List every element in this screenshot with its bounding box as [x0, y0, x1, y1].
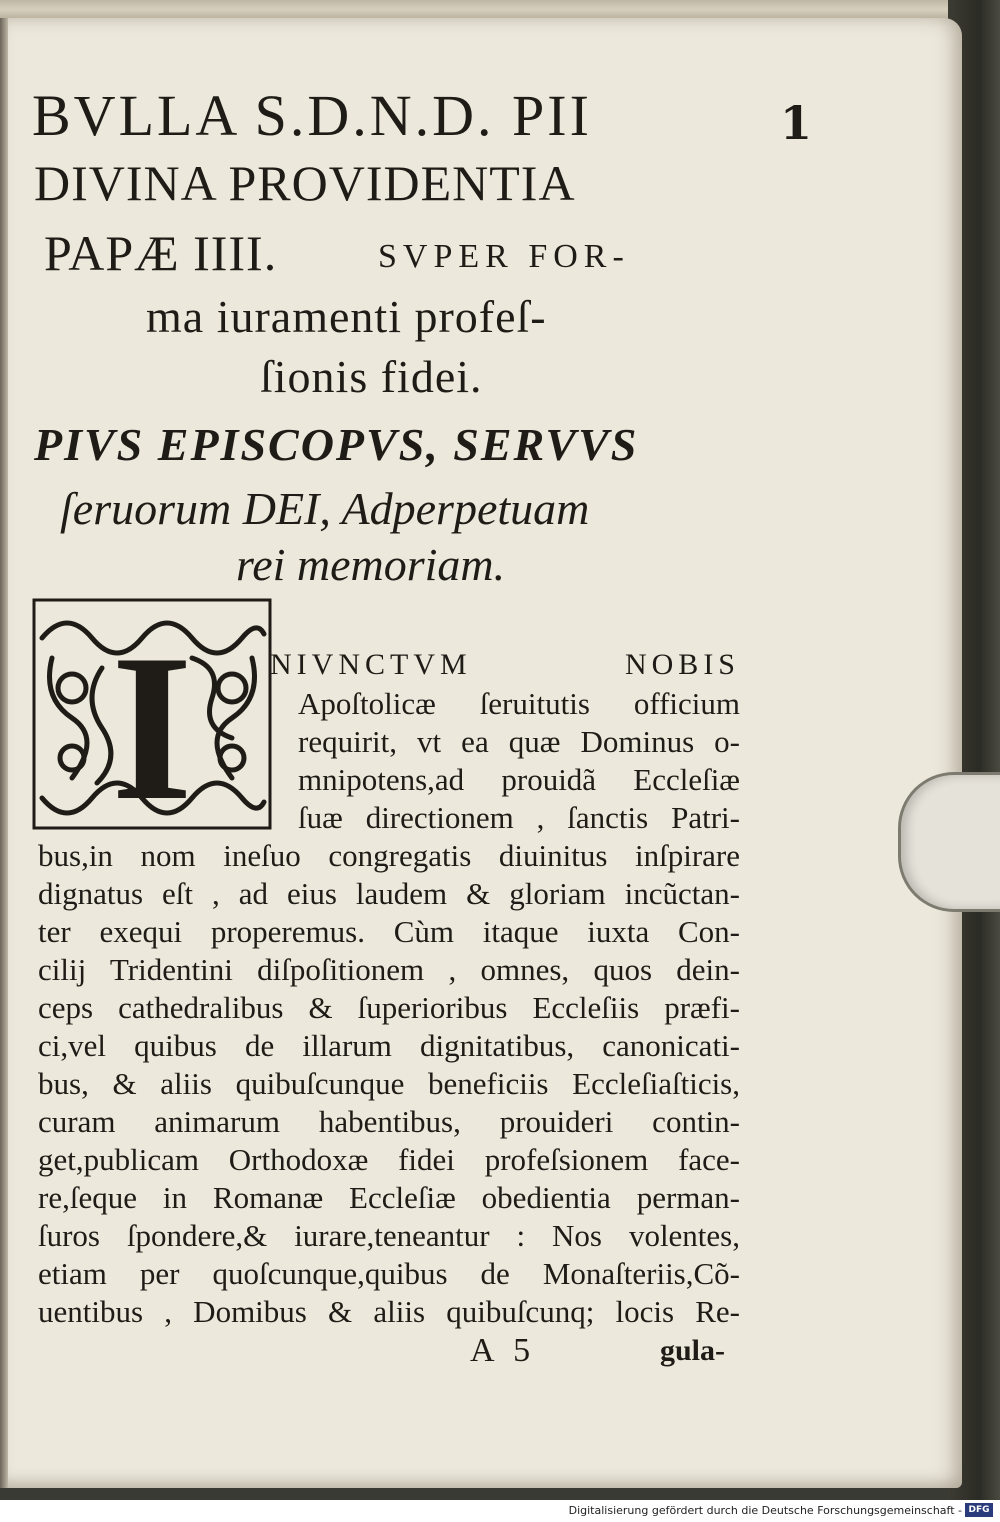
body-line-16: ſuros ſpondere,& iurare,teneantur : Nos volentes, [38, 1218, 740, 1253]
body-line-13: curam animarum habentibus, prouideri contin- [38, 1104, 740, 1139]
body-line-3: requirit, vt ea quæ Dominus o- [298, 724, 740, 759]
signature-mark: A 5 [470, 1332, 537, 1369]
title-line-6: ſionis fidei. [260, 351, 483, 402]
footer-credit: Digitalisierung gefördert durch die Deutsche Forschungsgemeinschaft - [568, 1504, 962, 1517]
body-line-15: re,ſeque in Romanæ Eccleſiæ obedientia perman- [38, 1180, 740, 1215]
title-line-2: DIVINA PROVIDENTIA [34, 155, 576, 211]
catchword: gula- [660, 1334, 726, 1367]
body-line-18: uentibus , Domibus & aliis quibuſcunq; locis Re- [38, 1294, 740, 1329]
initial-letter: I [111, 612, 193, 830]
title-line-4: SVPER FOR- [378, 238, 630, 275]
body-line-7: dignatus eſt , ad eius laudem & gloriam incũctan- [38, 876, 740, 911]
heading-line-1: PIVS EPISCOPVS, SERVVS [34, 419, 639, 470]
body-line-4: mnipotens,ad prouidã Eccleſiæ [298, 762, 740, 797]
dfg-logo: DFG [965, 1503, 993, 1517]
body-line-5: ſuæ directionem , ſanctis Patri- [298, 800, 740, 835]
body-line-2: Apoſtolicæ ſeruitutis officium [298, 686, 740, 721]
title-line-3: PAPÆ IIII. [44, 225, 278, 281]
page-gutter-strip [0, 18, 8, 1488]
body-line-12: bus, & aliis quibuſcunque beneficiis Eccleſiaſticis, [38, 1066, 740, 1101]
page-number: 1 [780, 96, 813, 150]
body-line-10: ceps cathedralibus & ſuperioribus Eccleſiis præfi- [38, 990, 740, 1025]
body-line-9: cilij Tridentini diſpoſitionem , omnes, quos dein- [38, 952, 740, 987]
heading-line-3: rei memoriam. [236, 539, 506, 590]
book-clasp [898, 772, 1000, 912]
heading-line-2: ſeruorum DEI, Adperpetuam [60, 483, 590, 534]
title-line-1: BVLLA S.D.N.D. PII [32, 83, 592, 148]
body-line-11: ci,vel quibus de illarum dignitatibus, canonicati- [38, 1028, 740, 1063]
body-line-1: NIVNCTVM NOBIS [270, 648, 740, 681]
body-line-8: ter exequi properemus. Cùm itaque iuxta Con- [38, 914, 740, 949]
body-line-17: etiam per quoſcunque,quibus de Monaſteriis,Cõ- [38, 1256, 740, 1291]
decorated-initial-icon [32, 598, 272, 830]
body-line-14: get,publicam Orthodoxæ fidei profeſsionem face- [38, 1142, 740, 1177]
title-line-5: ma iuramenti profeſ- [146, 291, 547, 342]
body-line-6: bus,in nom ineſuo congregatis diuinitus inſpirare [38, 838, 740, 873]
